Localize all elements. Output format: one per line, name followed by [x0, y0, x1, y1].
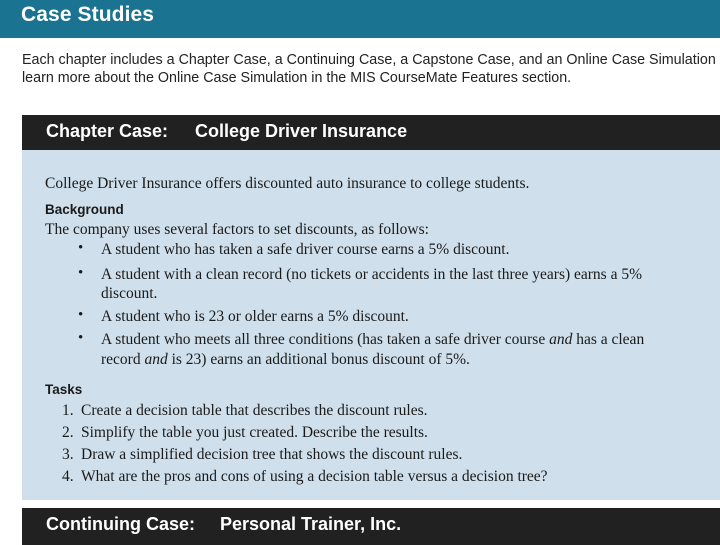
bullet-item: A student who has taken a safe driver course earns a 5% discount. [101, 241, 510, 258]
task-number: 4. [62, 468, 74, 485]
task-number: 1. [62, 402, 74, 419]
bullet-text-part: record [101, 351, 145, 368]
bullet-text-emphasis: and [549, 331, 573, 348]
section-banner [0, 0, 720, 38]
bullet-icon: • [78, 307, 84, 323]
bullet-item-continued: discount. [101, 285, 158, 302]
continuing-case-name: Personal Trainer, Inc. [220, 514, 402, 534]
chapter-case-body [22, 150, 720, 500]
task-item: Create a decision table that describes the discount rules. [81, 402, 428, 419]
bullet-icon: • [78, 240, 84, 256]
bullet-text-part: is 23) earns an additional bonus discount of 5%. [167, 351, 470, 368]
bullet-icon: • [78, 265, 84, 281]
task-item: What are the pros and cons of using a decision table versus a decision tree? [81, 468, 548, 485]
bullet-text-part: A student who meets all three conditions (has taken a safe driver course [101, 331, 550, 348]
section-title: Case Studies [21, 3, 155, 26]
bullet-item: A student with a clean record (no tickets or accidents in the last three years) earns a 5% [101, 266, 643, 283]
intro-paragraph [22, 51, 720, 93]
bullet-item [101, 330, 644, 350]
bullet-icon: • [78, 330, 84, 346]
task-number: 3. [62, 446, 74, 463]
continuing-case-header [22, 508, 720, 545]
bullet-item: A student who is 23 or older earns a 5% discount. [101, 308, 409, 325]
task-number: 2. [62, 424, 74, 441]
task-item: Draw a simplified decision tree that shows the discount rules. [81, 446, 463, 463]
task-item: Simplify the table you just created. Describe the results. [81, 424, 428, 441]
continuing-case-label: Continuing Case: [46, 514, 195, 534]
chapter-case-header [22, 115, 720, 150]
background-intro: The company uses several factors to set discounts, as follows: [45, 221, 429, 238]
intro-line: Each chapter includes a Chapter Case, a Continuing Case, a Capstone Case, and an Online Case Simulation [22, 52, 716, 68]
background-heading: Background [45, 202, 124, 217]
case-summary: College Driver Insurance offers discounted auto insurance to college students. [45, 175, 530, 192]
chapter-case-label: Chapter Case: [46, 121, 169, 141]
intro-line: learn more about the Online Case Simulation in the MIS CourseMate Features section. [22, 70, 572, 86]
tasks-heading: Tasks [45, 382, 83, 397]
bullet-item-continued [101, 350, 470, 370]
bullet-text-part: has a clean [572, 331, 645, 348]
chapter-case-name: College Driver Insurance [195, 121, 408, 141]
bullet-text-emphasis: and [144, 351, 168, 368]
